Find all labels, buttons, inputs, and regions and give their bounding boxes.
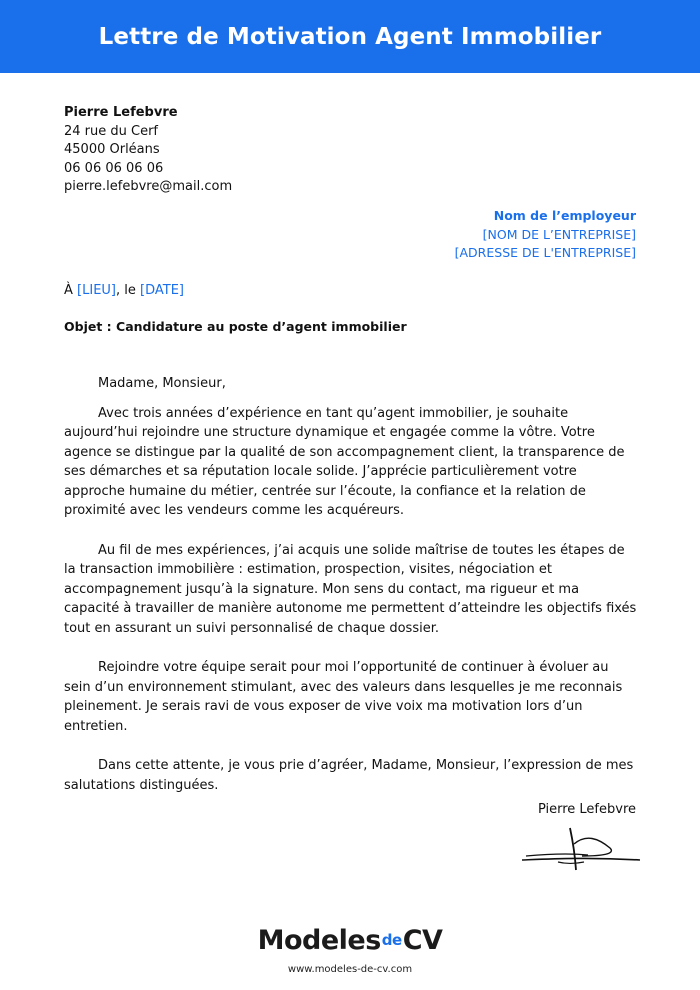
recipient-address: [ADRESSE DE L'ENTREPRISE]: [454, 245, 636, 260]
letter-subject: Objet : Candidature au poste d’agent immobilier: [64, 319, 407, 334]
paragraph-2: Au fil de mes expériences, j’ai acquis une solide maîtrise de toutes les étapes de la transaction immobilière : estimation, prospection, visites, négociation et accompagnement jusqu’à la signature. Mon sens du contact, ma rigueur et ma capacité à travailler de manière autonome me permettent d’atteindre les objectifs fixés tout en assurant un suivi personnalisé de chaque dossier.: [64, 542, 637, 636]
recipient-name: Nom de l’employeur: [493, 208, 636, 223]
paragraph-4: Dans cette attente, je vous prie d’agréer, Madame, Monsieur, l’expression de mes salutations distinguées.: [64, 758, 634, 793]
sender-email: pierre.lefebvre@mail.com: [64, 179, 233, 194]
salutation: Madame, Monsieur,: [98, 376, 226, 391]
brand-logo: ModelesdeCV: [257, 925, 443, 956]
date-prefix: , le: [116, 283, 136, 298]
paragraph-1: Avec trois années d’expérience en tant qu’agent immobilier, je souhaite aujourd’hui rejoindre une structure dynamique et engagée comme la vôtre. Votre agence se distingue par la qualité de son accompagnement client, la transparence de ses démarches et sa réputation locale solide. J’apprécie particulièrement votre approche humaine du métier, centrée sur l’écoute, la confiance et la relation de proximité avec les vendeurs comme les acquéreurs.: [64, 405, 625, 518]
sender-city: 45000 Orléans: [64, 142, 160, 157]
paragraph-3: Rejoindre votre équipe serait pour moi l’opportunité de continuer à évoluer au sein d’un environnement stimulant, avec des valeurs dans lesquelles je me reconnais pleinement. Je serais ravi de vous exposer de vive voix ma motivation lors d’un entretien.: [64, 660, 623, 734]
sender-name: Pierre Lefebvre: [64, 105, 178, 120]
place-prefix: À: [64, 283, 73, 298]
sender-phone: 06 06 06 06 06: [64, 160, 164, 176]
sender-block: [64, 104, 232, 197]
recipient-company: [NOM DE L’ENTREPRISE]: [482, 226, 636, 242]
place-date-line: [64, 283, 184, 298]
page-title: Lettre de Motivation Agent Immobilier: [98, 23, 602, 50]
sender-street: 24 rue du Cerf: [64, 123, 159, 139]
header-banner: [0, 0, 700, 73]
website-url: www.modeles-de-cv.com: [287, 964, 413, 975]
signature-image: [518, 826, 642, 872]
place-placeholder: [LIEU]: [77, 283, 116, 298]
signature-name: Pierre Lefebvre: [537, 802, 636, 817]
letter-body: [64, 374, 638, 815]
date-placeholder: [DATE]: [140, 283, 184, 298]
recipient-block: [455, 207, 636, 263]
